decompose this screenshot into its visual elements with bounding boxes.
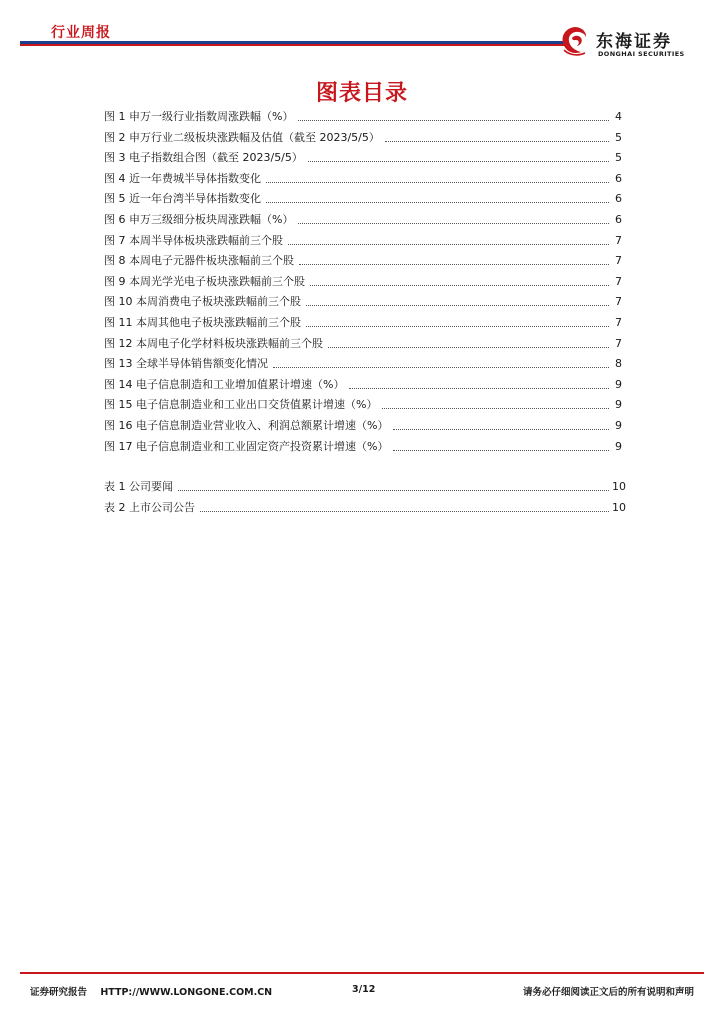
figure-entry[interactable] [104,252,622,268]
company-logo [558,24,688,60]
figure-entry[interactable] [104,438,622,454]
dot-leader [306,304,609,306]
figure-entry-page: 6 [615,213,622,226]
figure-entry[interactable] [104,417,622,433]
figure-entry[interactable] [104,232,622,248]
figure-entry-page: 7 [615,233,622,247]
footer-report-label: 证券研究报告 [30,987,88,998]
figure-entry-page: 9 [615,419,622,432]
figure-entry-page: 6 [615,192,622,206]
figure-entry-page: 9 [615,398,622,412]
dot-leader [306,325,609,327]
dot-leader [382,407,609,409]
dot-leader [266,201,609,203]
figure-entry-label: 图 12 本周电子化学材料板块涨跌幅前三个股 [104,336,323,350]
figure-entry-label: 图 9 本周光学光电子板块涨跌幅前三个股 [104,274,305,288]
table-entry-label: 表 1 公司要闻 [104,480,173,493]
footer-url-link[interactable]: HTTP://WWW.LONGONE.COM.CN [100,987,273,998]
figure-entry[interactable] [104,335,622,351]
figure-entry[interactable] [104,293,622,309]
report-type-label: 行业周报 [51,25,111,41]
figure-entry-label: 图 11 本周其他电子板块涨跌幅前三个股 [104,316,301,329]
figure-entry-page: 7 [615,316,622,329]
figure-entry-label: 图 6 申万三级细分板块周涨跌幅（%） [104,213,294,226]
figure-entry[interactable] [104,314,622,330]
figure-entry-page: 4 [615,110,622,123]
figure-entry-label: 图 15 电子信息制造业和工业出口交货值累计增速（%） [104,398,378,412]
header-divider-red [20,44,566,46]
figure-entry-label: 图 3 电子指数组合图（截至 2023/5/5） [104,151,303,165]
page-number: 3/12 [352,984,376,995]
figure-entry-page: 7 [615,274,622,288]
figure-entry-label: 图 14 电子信息制造和工业增加值累计增速（%） [104,377,345,391]
figure-entry-label: 图 4 近一年费城半导体指数变化 [104,171,261,185]
figure-entry-label: 图 5 近一年台湾半导体指数变化 [104,192,261,206]
figure-entry[interactable] [104,273,622,289]
dot-leader [298,119,609,121]
figure-entry-page: 7 [615,254,622,268]
figure-entry[interactable] [104,129,622,145]
footer-left [30,984,272,998]
dot-leader [385,140,609,142]
figure-entry[interactable] [104,190,622,206]
figure-entry[interactable] [104,170,622,186]
figure-entry[interactable] [104,396,622,412]
footer-disclaimer: 请务必仔细阅读正文后的所有说明和声明 [522,987,694,998]
figure-entry[interactable] [104,108,622,124]
figure-entry-page: 9 [615,439,622,453]
table-entry-label: 表 2 上市公司公告 [104,500,195,514]
dot-leader [273,366,609,368]
dot-leader [349,387,609,389]
footer-divider [20,972,704,974]
table-entry[interactable] [104,499,626,515]
figure-entry-page: 6 [615,171,622,185]
table-entry-page: 10 [612,480,626,493]
figure-entry-label: 图 16 电子信息制造业营业收入、利润总额累计增速（%） [104,419,389,432]
dot-leader [266,181,609,183]
figure-entry[interactable] [104,355,622,371]
dot-leader [393,428,609,430]
logo-name-cn: 东海证券 [596,32,672,52]
dot-leader [308,160,609,162]
figure-entry[interactable] [104,376,622,392]
figure-entry-page: 7 [615,295,622,309]
figure-entry-page: 9 [615,377,622,391]
toc-title: 图表目录 [315,81,408,106]
dot-leader [299,263,609,265]
logo-name-en: DONGHAI SECURITIES [598,50,685,58]
dot-leader [298,222,609,224]
dot-leader [328,346,609,348]
figure-entry-page: 5 [615,151,622,165]
figure-entry-label: 图 17 电子信息制造业和工业固定资产投资累计增速（%） [104,439,389,453]
figure-entry[interactable] [104,149,622,165]
figure-entry-label: 图 13 全球半导体销售额变化情况 [104,357,268,371]
figure-entry-label: 图 7 本周半导体板块涨跌幅前三个股 [104,233,283,247]
figure-entry-label: 图 1 申万一级行业指数周涨跌幅（%） [104,110,294,123]
figure-entry-page: 8 [615,357,622,371]
figure-entry-label: 图 10 本周消费电子板块涨跌幅前三个股 [104,295,301,309]
figure-entry-label: 图 8 本周电子元器件板块涨幅前三个股 [104,254,294,268]
dragon-logo-icon [558,24,592,58]
dot-leader [178,489,609,491]
dot-leader [393,449,609,451]
figure-entry[interactable] [104,211,622,227]
dot-leader [288,243,609,245]
table-entry[interactable] [104,478,626,494]
table-entry-page: 10 [612,500,626,514]
figure-entry-page: 7 [615,336,622,350]
dot-leader [200,510,609,512]
figure-entry-label: 图 2 申万行业二级板块涨跌幅及估值（截至 2023/5/5） [104,130,380,144]
dot-leader [310,284,609,286]
figure-entry-page: 5 [615,130,622,144]
